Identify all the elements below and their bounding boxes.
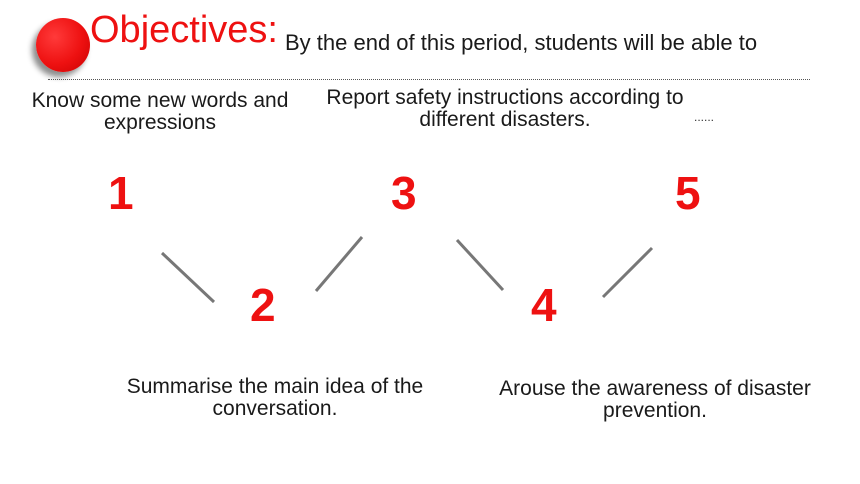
- objective-number-1: 1: [108, 167, 134, 219]
- objective-1-text: Know some new words and expressions: [31, 89, 289, 134]
- connector-2-3: [316, 237, 362, 291]
- objective-number-5: 5: [675, 167, 701, 219]
- objective-number-4: 4: [531, 279, 557, 331]
- page-subtitle: By the end of this period, students will be able to: [285, 30, 758, 55]
- objective-2-text: Summarise the main idea of the conversation.: [126, 375, 424, 420]
- page-title: Objectives:: [90, 9, 278, 51]
- connector-3-4: [457, 240, 503, 290]
- connector-1-2: [162, 253, 214, 302]
- objective-number-2: 2: [250, 279, 276, 331]
- connector-4-5: [603, 248, 652, 297]
- objective-5-text: ......: [694, 110, 715, 124]
- objective-3-text: Report safety instructions according to different disasters.: [326, 86, 684, 131]
- objective-4-text: Arouse the awareness of disaster prevention.: [499, 377, 811, 422]
- objective-number-3: 3: [391, 167, 417, 219]
